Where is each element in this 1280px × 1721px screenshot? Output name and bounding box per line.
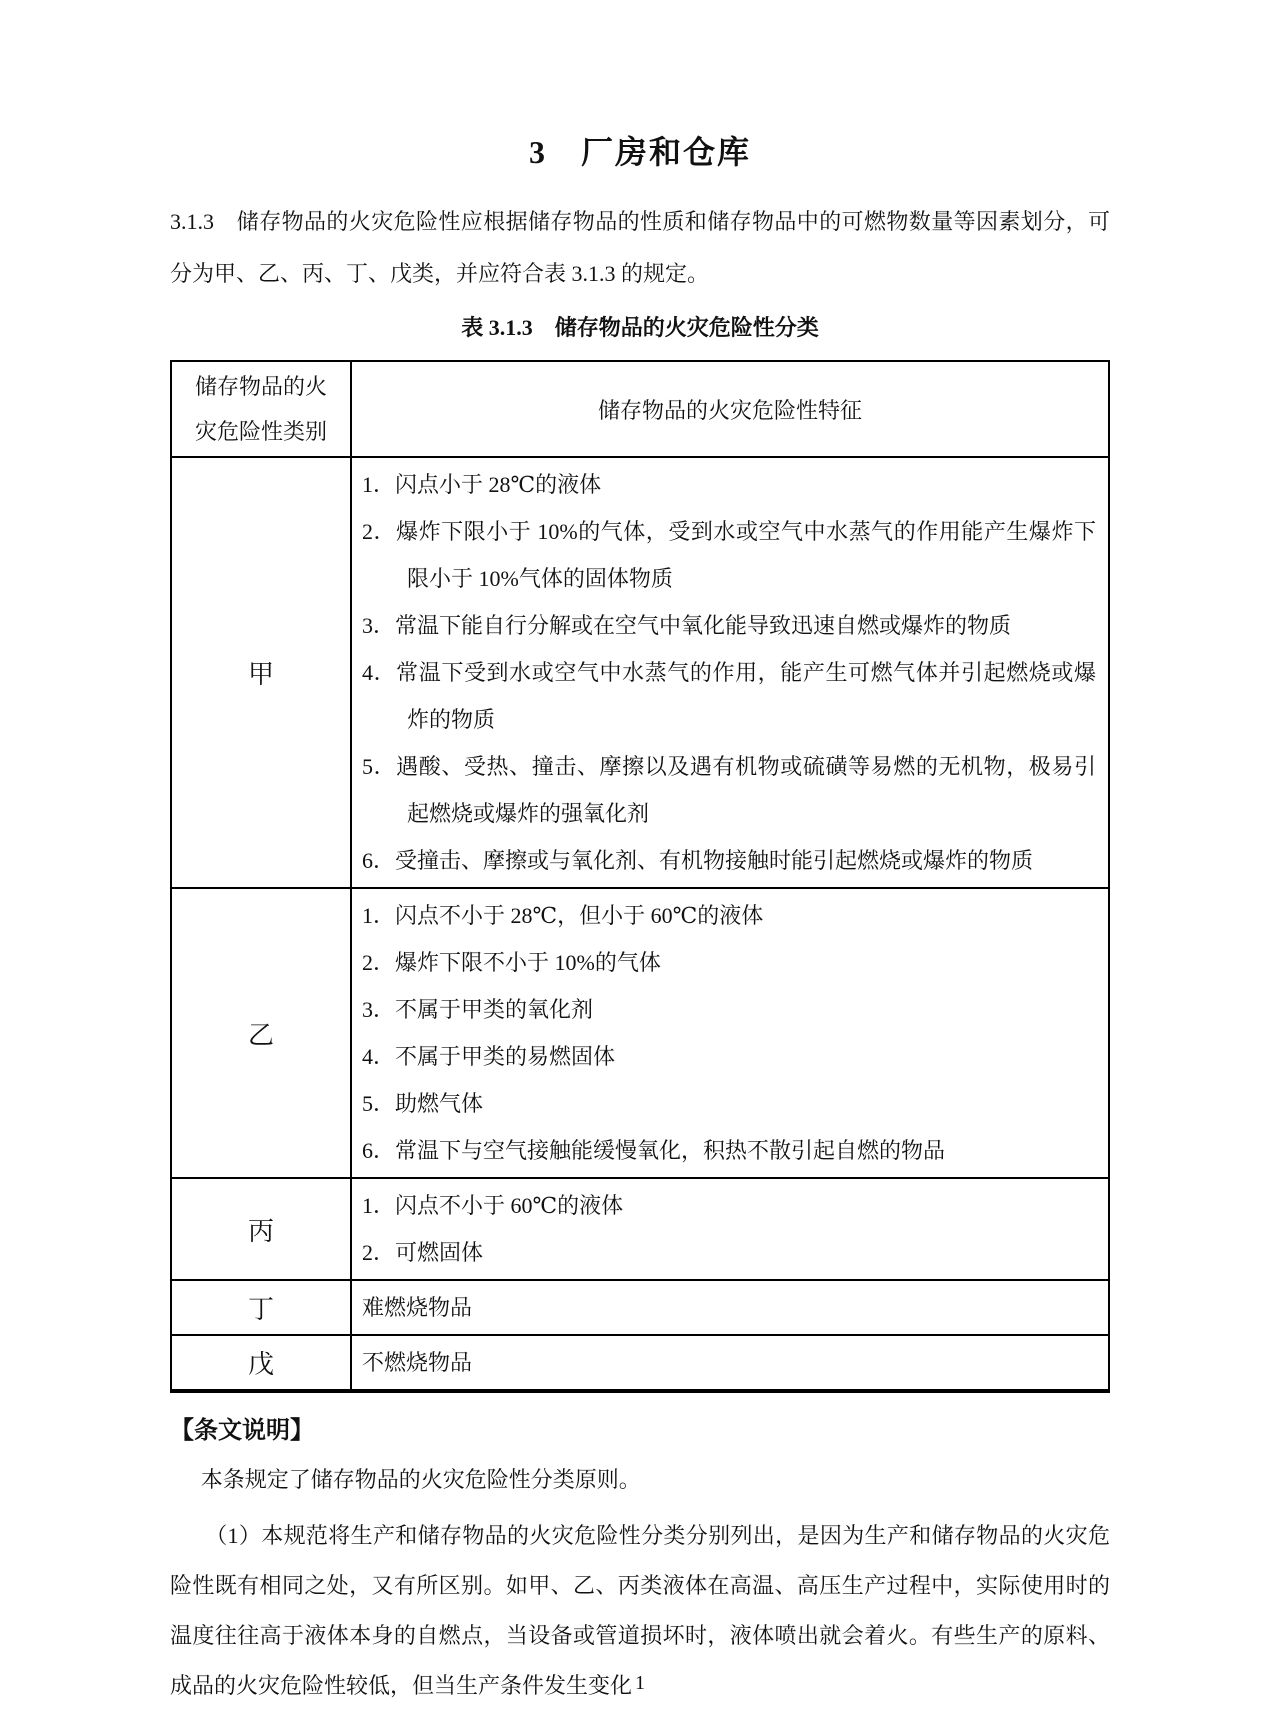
features-cell bbox=[351, 888, 1109, 1178]
commentary-paragraph: 本条规定了储存物品的火灾危险性分类原则。 bbox=[200, 1467, 641, 1492]
table-row bbox=[171, 457, 1109, 888]
feature-item: 1．闪点小于 28℃的液体 bbox=[362, 472, 602, 497]
page-number: 1 bbox=[635, 1672, 645, 1694]
category-column-header: 储存物品的火灾危险性类别 bbox=[171, 361, 351, 457]
features-cell bbox=[351, 1335, 1109, 1391]
feature-item: 4．常温下受到水或空气中水蒸气的作用，能产生可燃气体并引起燃烧或爆炸的物质 bbox=[362, 660, 1096, 732]
feature-item: 3．不属于甲类的氧化剂 bbox=[362, 997, 594, 1022]
feature-item: 6．受撞击、摩擦或与氧化剂、有机物接触时能引起燃烧或爆炸的物质 bbox=[362, 848, 1034, 873]
feature-item: 难燃烧物品 bbox=[362, 1295, 473, 1320]
category-cell: 乙 bbox=[171, 888, 351, 1178]
table-row bbox=[171, 1335, 1109, 1391]
page-title: 3 厂房和仓库 bbox=[528, 134, 751, 170]
category-cell: 戊 bbox=[171, 1335, 351, 1391]
table-row bbox=[171, 1178, 1109, 1280]
feature-item: 2．可燃固体 bbox=[362, 1240, 484, 1265]
feature-item: 1．闪点不小于 28℃，但小于 60℃的液体 bbox=[362, 903, 764, 928]
feature-item: 3．常温下能自行分解或在空气中氧化能导致迅速自燃或爆炸的物质 bbox=[362, 613, 1012, 638]
category-cell: 丁 bbox=[171, 1280, 351, 1335]
category-cell: 甲 bbox=[171, 457, 351, 888]
feature-item: 不燃烧物品 bbox=[362, 1350, 473, 1375]
commentary-paragraph: （1）本规范将生产和储存物品的火灾危险性分类分别列出，是因为生产和储存物品的火灾危险性既有相同之处，又有所区别。如甲、乙、丙类液体在高温、高压生产过程中，实际使用时的温度往往高于液体本身的自燃点，当设备或管道损坏时，液体喷出就会着火。有些生产的原料、成品的火灾危险性较低，但当生产条件发生变化 bbox=[170, 1523, 1110, 1698]
features-cell bbox=[351, 1280, 1109, 1335]
features-cell bbox=[351, 457, 1109, 888]
classification-table-body bbox=[171, 457, 1109, 1391]
feature-item: 2．爆炸下限不小于 10%的气体 bbox=[362, 950, 661, 975]
features-cell bbox=[351, 1178, 1109, 1280]
table-header-row bbox=[171, 361, 1109, 457]
feature-item: 1．闪点不小于 60℃的液体 bbox=[362, 1193, 624, 1218]
table-row bbox=[171, 888, 1109, 1178]
feature-item: 5．助燃气体 bbox=[362, 1091, 484, 1116]
feature-item: 6．常温下与空气接触能缓慢氧化，积热不散引起自燃的物品 bbox=[362, 1138, 946, 1163]
table-caption: 表 3.1.3 储存物品的火灾危险性分类 bbox=[461, 315, 819, 340]
category-cell: 丙 bbox=[171, 1178, 351, 1280]
clause-3-1-3-paragraph: 3.1.3 储存物品的火灾危险性应根据储存物品的性质和储存物品中的可燃物数量等因素划分，可分为甲、乙、丙、丁、戊类，并应符合表 3.1.3 的规定。 bbox=[170, 209, 1110, 286]
commentary-heading: 【条文说明】 bbox=[170, 1417, 314, 1444]
features-column-header: 储存物品的火灾危险性特征 bbox=[351, 361, 1109, 457]
feature-item: 4．不属于甲类的易燃固体 bbox=[362, 1044, 616, 1069]
feature-item: 5．遇酸、受热、撞击、摩擦以及遇有机物或硫磺等易燃的无机物，极易引起燃烧或爆炸的强氧化剂 bbox=[362, 754, 1096, 826]
table-row bbox=[171, 1280, 1109, 1335]
feature-item: 2．爆炸下限小于 10%的气体，受到水或空气中水蒸气的作用能产生爆炸下限小于 10%气体的固体物质 bbox=[362, 519, 1096, 591]
classification-table bbox=[170, 360, 1110, 1393]
